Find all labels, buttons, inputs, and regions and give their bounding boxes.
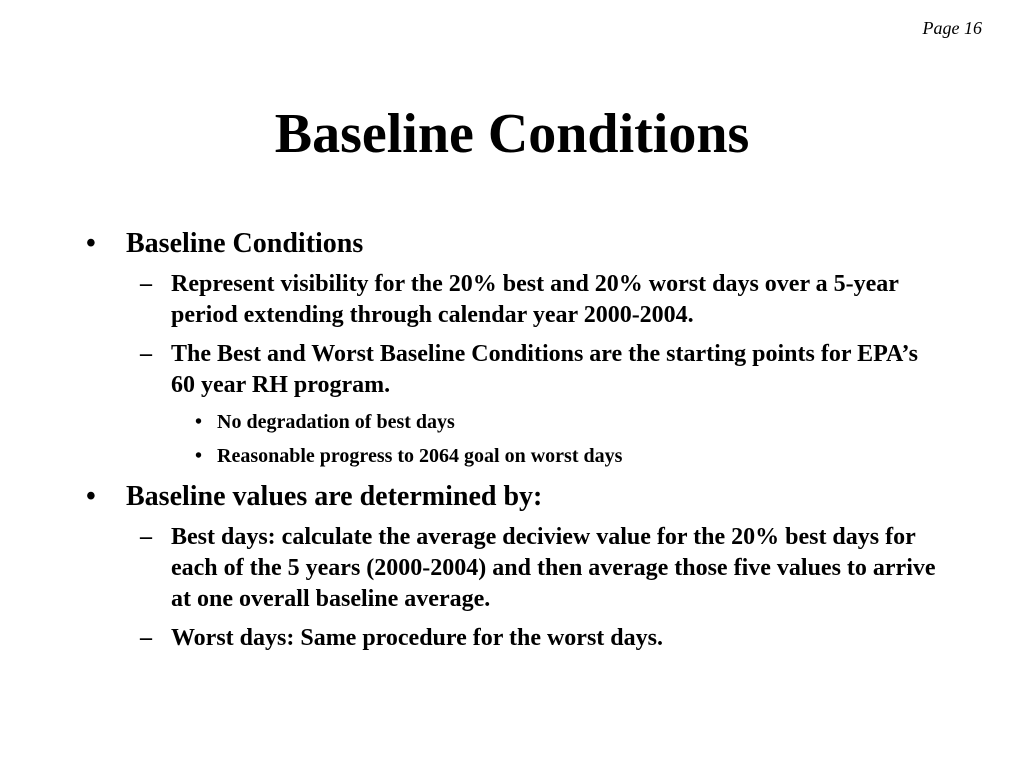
slide-content [0, 226, 1024, 654]
subbullet-text: Represent visibility for the 20% best and 20% worst days over a 5-year period extending through calendar year 2000-2004. [171, 271, 899, 328]
bullet-baseline-values [0, 479, 1024, 515]
subsubbullet-text: No degradation of best days [217, 411, 455, 433]
subbullet-represent-visibility [0, 269, 1024, 331]
dash-marker: – [140, 625, 152, 651]
subbullet-best-days [0, 522, 1024, 615]
subbullet-text: Worst days: Same procedure for the worst days. [171, 625, 663, 651]
dash-marker: – [140, 524, 152, 550]
bullet-marker: • [86, 481, 96, 512]
subbullet-worst-days [0, 623, 1024, 654]
subsubbullet-reasonable-progress [0, 443, 1024, 469]
bullet-marker: • [195, 445, 203, 467]
subbullet-starting-points [0, 339, 1024, 401]
subsubbullet-text: Reasonable progress to 2064 goal on worst days [217, 445, 623, 467]
bullet-marker: • [86, 228, 96, 259]
dash-marker: – [140, 271, 152, 297]
subbullet-text: The Best and Worst Baseline Conditions are the starting points for EPA’s 60 year RH program. [171, 341, 918, 398]
subbullet-text: Best days: calculate the average deciview value for the 20% best days for each of the 5 years (2000-2004) and then average those five values to arrive at one overall baseline average. [171, 524, 936, 612]
bullet-marker: • [195, 411, 203, 433]
slide-title: Baseline Conditions [274, 103, 750, 165]
page-number: Page 16 [922, 18, 982, 38]
dash-marker: – [140, 341, 152, 367]
bullet-text: Baseline Conditions [126, 228, 364, 259]
bullet-baseline-conditions [0, 226, 1024, 262]
bullet-text: Baseline values are determined by: [126, 481, 543, 512]
subsubbullet-no-degradation [0, 409, 1024, 435]
